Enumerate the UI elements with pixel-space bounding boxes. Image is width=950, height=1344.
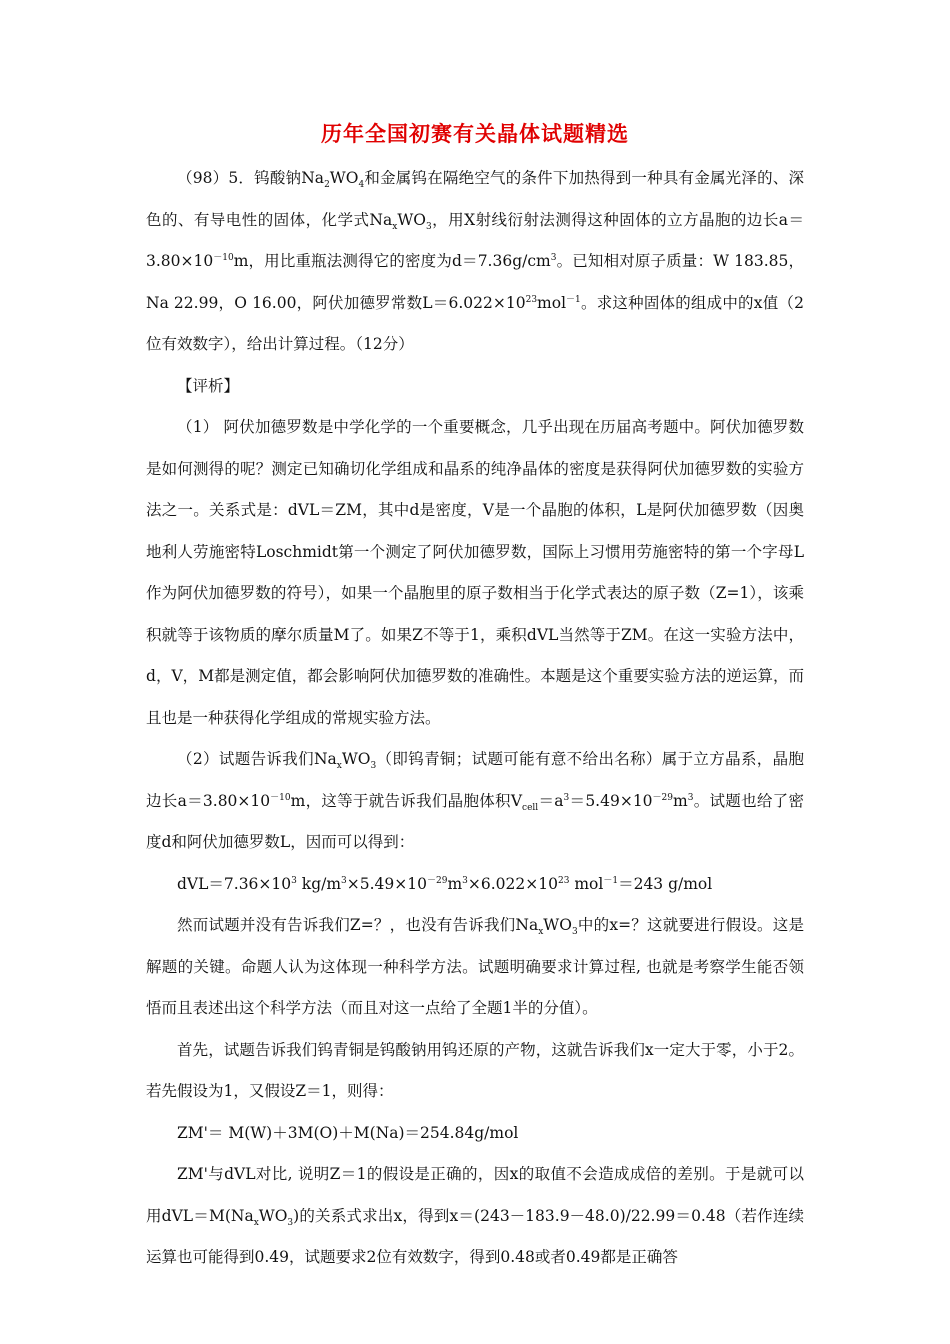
analysis-paragraph-2: （2）试题告诉我们$Na_xWO_3$（即钨青铜；试题可能有意不给出名称）属于立方晶系，晶胞边长$a=3.80\times 10^{-10}m$，这等于就告诉我们晶胞体积$V_{cell}=a^3=5.49\times 10^{-29}m^3$。试题也给了密度d和阿伏加德罗数L，因而可以得到：: [146, 750, 804, 851]
document-body: [146, 158, 804, 1279]
analysis-heading: 【评析】: [177, 376, 240, 395]
analysis-paragraph-5: ZM'与dVL对比, 说明Z＝1的假设是正确的，因x的取值不会造成成倍的差别。于是就可以用$dVL=M(Na_xWO_3)$的关系式求出x，得到x＝(243－183.9－48.0)/22.99＝0.48（若作连续运算也可能得到0.49，试题要求2位有效数字，得到0.48或者0.49都是正确答: [146, 1165, 804, 1266]
formula-zm: ZM'＝ M(W)＋3M(O)＋M(Na)＝254.84g/mol: [177, 1123, 519, 1142]
analysis-paragraph-4: 首先，试题告诉我们钨青铜是钨酸钠用钨还原的产物，这就告诉我们x一定大于零，小于2。若先假设为1，又假设Z＝1，则得：: [146, 1040, 804, 1100]
analysis-paragraph-3: 然而试题并没有告诉我们Z=？，也没有告诉我们$Na_xWO_3$中的x=？这就要进行假设。这是解题的关键。命题人认为这体现一种科学方法。试题明确要求计算过程, 也就是考察学生能否领悟而且表述出这个科学方法（而且对这一点给了全题1半的分值）。: [146, 916, 805, 1017]
document-title: 历年全国初赛有关晶体试题精选: [321, 122, 629, 146]
analysis-paragraph-1: （1） 阿伏加德罗数是中学化学的一个重要概念，几乎出现在历届高考题中。阿伏加德罗数是如何测得的呢？测定已知确切化学组成和晶系的纯净晶体的密度是获得阿伏加德罗数的实验方法之一。关系式是：dVL＝ZM，其中d是密度，V是一个晶胞的体积，L是阿伏加德罗数（因奥地利人劳施密特Loschmidt第一个测定了阿伏加德罗数，国际上习惯用劳施密特的第一个字母L作为阿伏加德罗数的符号），如果一个晶胞里的原子数相当于化学式表达的原子数（Z=1），该乘积就等于该物质的摩尔质量M了。如果Z不等于1，乘积dVL当然等于ZM。在这一实验方法中，d，V，M都是测定值，都会影响阿伏加德罗数的准确性。本题是这个重要实验方法的逆运算，而且也是一种获得化学组成的常规实验方法。: [146, 418, 804, 727]
formula-dvl: $dVL=7.36\times 10^3$ $kg/m^3\times 5.49\times 10^{-29}m^3\times 6.022\times 10^{23}$ mol$^{-1}$＝243 g/mol: [177, 874, 713, 893]
problem-statement: （98）5．钨酸钠$Na_2WO_4$和金属钨在隔绝空气的条件下加热得到一种具有金属光泽的、深色的、有导电性的固体，化学式$Na_xWO_3$，用X射线衍射法测得这种固体的立方晶胞的边长$a=3.80\times 10^{-10}m$，用比重瓶法测得它的密度为$d=7.36g/cm^3$。已知相对原子质量：W 183.85，Na 22.99，O 16.00，阿伏加德罗常数$L=6.022\times 10^{23}mol^{-1}$。求这种固体的组成中的x值（2位有效数字），给出计算过程。（12分）: [146, 169, 805, 353]
